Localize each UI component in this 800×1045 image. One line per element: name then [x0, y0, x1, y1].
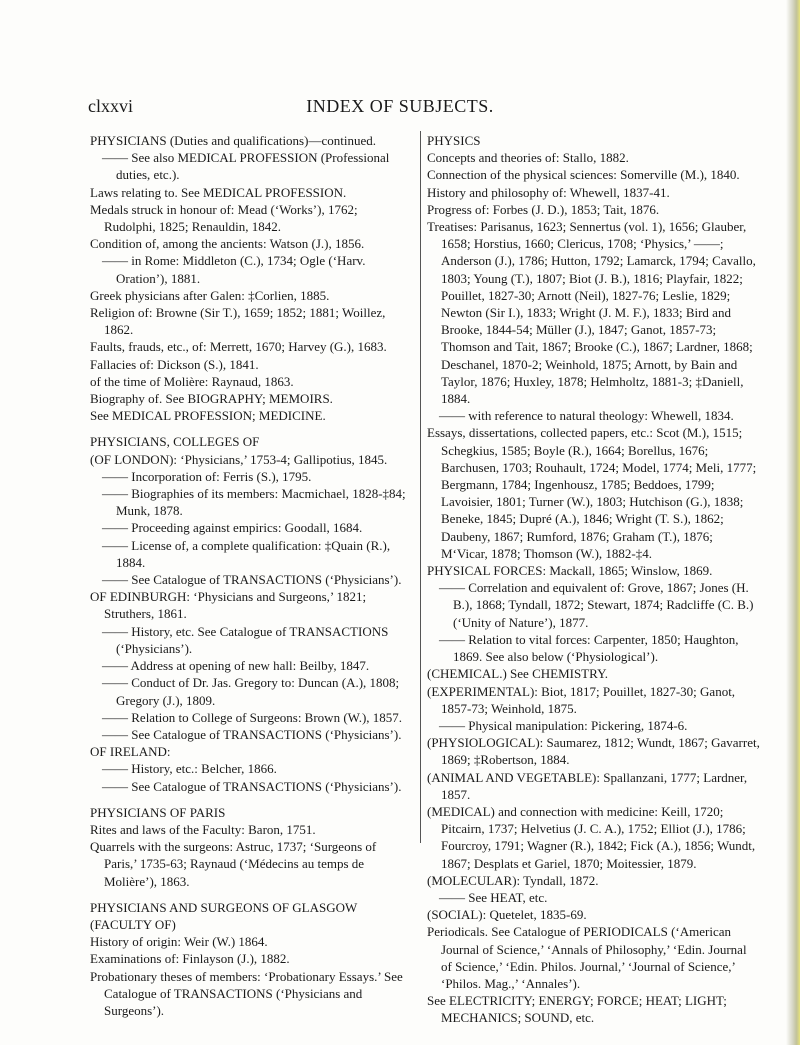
- page-title: INDEX OF SUBJECTS.: [306, 96, 494, 116]
- index-entry: —— with reference to natural theology: Whewell, 1834.: [439, 408, 734, 424]
- index-entry: Greek physicians after Galen: ‡Corlien, 1885.: [90, 287, 330, 303]
- index-heading: PHYSICIANS, COLLEGES OF: [90, 434, 260, 450]
- index-heading: PHYSICIANS OF PARIS: [90, 804, 226, 820]
- index-entry: —— History, etc. See Catalogue of TRANSACTIONS (‘Physicians’).: [102, 623, 389, 656]
- index-entry: Connection of the physical sciences: Somerville (M.), 1840.: [427, 167, 740, 183]
- index-entry: See MEDICAL PROFESSION; MEDICINE.: [90, 408, 326, 424]
- index-entry: —— Conduct of Dr. Jas. Gregory to: Duncan (A.), 1808; Gregory (J.), 1809.: [102, 675, 400, 708]
- index-entry: —— See Catalogue of TRANSACTIONS (‘Physicians’).: [102, 778, 402, 794]
- index-entry: Fallacies of: Dickson (S.), 1841.: [90, 356, 259, 372]
- index-entry: (EXPERIMENTAL): Biot, 1817; Pouillet, 1827-30; Ganot, 1857-73; Weinhold, 1875.: [427, 683, 736, 716]
- index-entry: History and philosophy of: Whewell, 1837-41.: [427, 184, 670, 200]
- index-entry: Rites and laws of the Faculty: Baron, 1751.: [90, 821, 316, 837]
- index-entry: —— Relation to College of Surgeons: Brown (W.), 1857.: [102, 709, 403, 725]
- index-entry: Condition of, among the ancients: Watson (J.), 1856.: [90, 236, 365, 252]
- index-entry: —— License of, a complete qualification: ‡Quain (R.), 1884.: [102, 537, 391, 570]
- index-entry: —— Relation to vital forces: Carpenter, 1850; Haughton, 1869. See also below (‘Physiological’).: [439, 631, 739, 665]
- index-entry: PHYSICAL FORCES: Mackall, 1865; Winslow, 1869.: [427, 563, 713, 579]
- index-entry: —— Proceeding against empirics: Goodall, 1684.: [102, 520, 363, 536]
- index-entry: —— Incorporation of: Ferris (S.), 1795.: [102, 468, 312, 484]
- index-entry: (PHYSIOLOGICAL): Saumarez, 1812; Wundt, 1867; Gavarret, 1869; ‡Robertson, 1884.: [427, 735, 760, 768]
- index-entry: Essays, dissertations, collected papers, etc.: Scot (M.), 1515; Schegkius, 1585; Boyle (R.), 1664; Borellus, 1676; Barchusen, 1703; Rouhault, 1724; Model, 1774; Meli, 1777; Bergmann, 1784; Ingenhousz, 1785; Beddoes, 1799; Lavoisier, 1801; Turner (W.), 1803; Hutchison (G.), 1838; Beneke, 1845; Dupré (A.), 1846; Wright (T. S.), 1862; Daubeny, 1867; Rumford, 1876; Graham (T.), 1876; M‘Vicar, 1878; Thomson (W.), 1882-‡4.: [427, 425, 757, 561]
- index-entry: OF EDINBURGH: ‘Physicians and Surgeons,’ 1821; Struthers, 1861.: [90, 589, 367, 622]
- index-entry: Biography of. See BIOGRAPHY; MEMOIRS.: [90, 391, 333, 407]
- index-entry: —— History, etc.: Belcher, 1866.: [102, 761, 277, 777]
- index-entry: Religion of: Browne (Sir T.), 1659; 1852; 1881; Woillez, 1862.: [90, 305, 386, 338]
- index-entry: —— Biographies of its members: Macmichael, 1828-‡84; Munk, 1878.: [102, 486, 406, 519]
- index-entry: of the time of Molière: Raynaud, 1863.: [90, 373, 294, 389]
- index-entry: —— Address at opening of new hall: Beilby, 1847.: [102, 658, 370, 674]
- index-entry: —— See Catalogue of TRANSACTIONS (‘Physicians’).: [102, 572, 402, 588]
- index-entry: (FACULTY OF): [90, 916, 176, 932]
- index-entry: —— See also MEDICAL PROFESSION (Professional duties, etc.).: [102, 150, 390, 183]
- index-entry: Faults, frauds, etc., of: Merrett, 1670; Harvey (G.), 1683.: [90, 339, 387, 355]
- index-entry: (MEDICAL) and connection with medicine: Keill, 1720; Pitcairn, 1737; Helvetius (J. C. A.), 1752; Elliot (J.), 1786; Fourcroy, 1791; Wagner (R.), 1842; Fick (A.), 1856; Wundt, 1867; Desplats et Gariel, 1870; Moitessier, 1879.: [427, 803, 756, 871]
- page-header: [0, 96, 800, 120]
- index-entry: —— Correlation and equivalent of: Grove, 1867; Jones (H. B.), 1868; Tyndall, 1872; Stewart, 1874; Radcliffe (C. B.) (‘Unity of Nature’), 1877.: [439, 580, 754, 630]
- index-entry: Laws relating to. See MEDICAL PROFESSION.: [90, 184, 347, 200]
- index-heading: PHYSICS: [427, 133, 481, 148]
- index-entry: Periodicals. See Catalogue of PERIODICALS (‘American Journal of Science,’ ‘Annals of Philosophy,’ ‘Edin. Journal of Science,’ ‘Edin. Philos. Journal,’ ‘Journal of Science,’ ‘Philos. Mag.,’ ‘Annales’).: [427, 924, 747, 991]
- left-column: [90, 132, 412, 1019]
- index-entry: Probationary theses of members: ‘Probationary Essays.’ See Catalogue of TRANSACTIONS (‘Physicians and Surgeons’).: [90, 968, 403, 1018]
- index-entry: Treatises: Parisanus, 1623; Sennertus (vol. 1), 1656; Glauber, 1658; Horstius, 1660; Clericus, 1708; ‘Physics,’ ——; Anderson (J.), 1786; Hutton, 1792; Lamarck, 1794; Cavallo, 1803; Young (T.), 1807; Biot (J. B.), 1816; Playfair, 1822; Pouillet, 1827-30; Arnott (Neil), 1827-76; Leslie, 1829; Newton (Sir I.), 1833; Wright (J. M. F.), 1833; Bird and Brooke, 1844-54; Müller (J.), 1847; Ganot, 1857-73; Thomson and Tait, 1867; Brooke (C.), 1867; Lardner, 1868; Deschanel, 1870-2; Weinhold, 1875; Arnott, by Bain and Taylor, 1876; Huxley, 1878; Helmholtz, 1881-3; ‡Daniell, 1884.: [427, 219, 756, 407]
- index-entry: (ANIMAL AND VEGETABLE): Spallanzani, 1777; Lardner, 1857.: [427, 769, 748, 802]
- index-entry: —— Physical manipulation: Pickering, 1874-6.: [439, 717, 688, 733]
- index-entry: (MOLECULAR): Tyndall, 1872.: [427, 872, 599, 888]
- right-column: [427, 132, 760, 1027]
- index-entry: OF IRELAND:: [90, 744, 171, 760]
- index-entry: Examinations of: Finlayson (J.), 1882.: [90, 951, 290, 967]
- index-entry: Progress of: Forbes (J. D.), 1853; Tait, 1876.: [427, 201, 660, 217]
- column-divider: [420, 131, 421, 843]
- page-edge-shading: [786, 0, 800, 1045]
- index-heading: PHYSICIANS AND SURGEONS OF GLASGOW: [90, 899, 358, 915]
- index-entry: (SOCIAL): Quetelet, 1835-69.: [427, 907, 587, 923]
- page-number: clxxvi: [88, 96, 133, 116]
- index-entry: Medals struck in honour of: Mead (‘Works’), 1762; Rudolphi, 1825; Renauldin, 1842.: [90, 201, 358, 235]
- index-entry: —— See HEAT, etc.: [439, 889, 548, 905]
- index-entry: —— in Rome: Middleton (C.), 1734; Ogle (‘Harv. Oration’), 1881.: [102, 253, 366, 286]
- index-entry: See ELECTRICITY; ENERGY; FORCE; HEAT; LIGHT; MECHANICS; SOUND, etc.: [427, 993, 727, 1026]
- index-heading: PHYSICIANS (Duties and qualifications)—continued.: [90, 133, 376, 148]
- index-entry: Quarrels with the surgeons: Astruc, 1737; ‘Surgeons of Paris,’ 1735-63; Raynaud (‘Médecins au temps de Molière’), 1863.: [90, 839, 377, 889]
- index-entry: Concepts and theories of: Stallo, 1882.: [427, 150, 629, 166]
- index-entry: (CHEMICAL.) See CHEMISTRY.: [427, 666, 609, 682]
- index-entry: (OF LONDON): ‘Physicians,’ 1753-4; Gallipotius, 1845.: [90, 451, 388, 467]
- index-entry: —— See Catalogue of TRANSACTIONS (‘Physicians’).: [102, 726, 402, 742]
- index-entry: History of origin: Weir (W.) 1864.: [90, 934, 268, 950]
